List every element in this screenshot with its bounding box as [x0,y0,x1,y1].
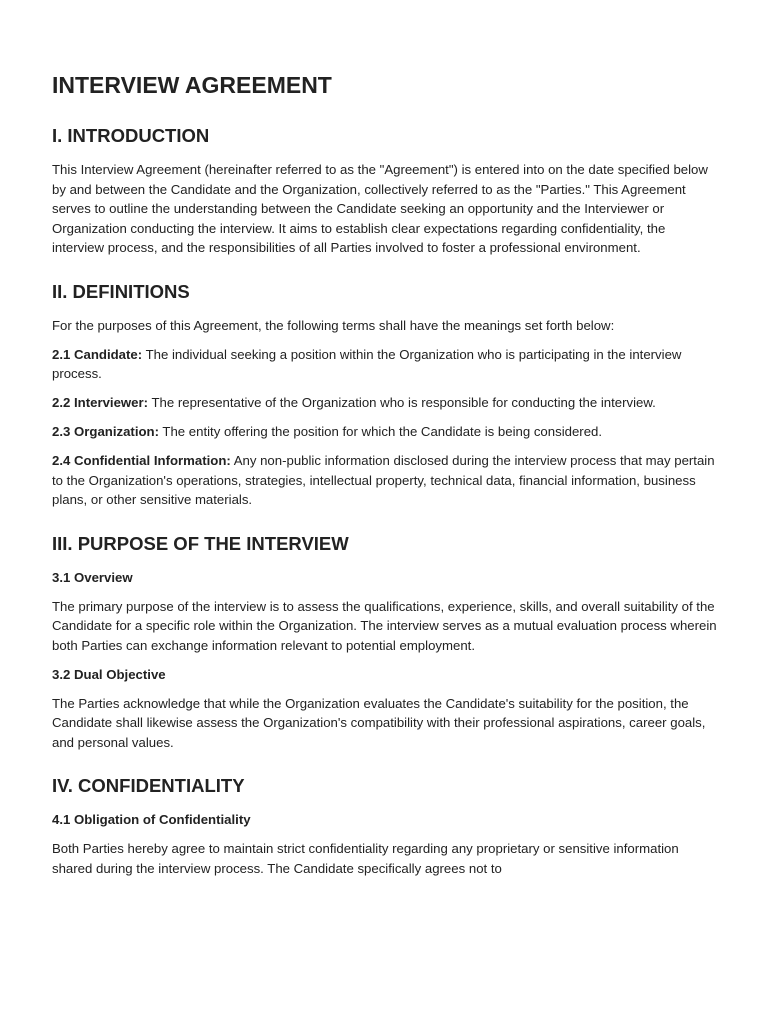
introduction-paragraph: This Interview Agreement (hereinafter referred to as the "Agreement") is entered into on the date specified below by and between the Candidate and the Organization, collectively referred to as the "Parties." This Agreement serves to outline the understanding between the Candidate seeking an opportunity and the Interviewer or Organization conducting the interview. It aims to establish clear expectations regarding confidentiality, the interview process, and the responsibilities of all Parties involved to foster a professional environment. [52,162,708,255]
definition-item-interviewer [52,393,720,413]
document-title: INTERVIEW AGREEMENT [52,72,332,98]
obligation-paragraph: Both Parties hereby agree to maintain strict confidentiality regarding any proprietary or sensitive information shared during the interview process. The Candidate specifically agrees not to [52,841,679,876]
subheading-obligation-of-confidentiality: 4.1 Obligation of Confidentiality [52,812,251,827]
dual-objective-paragraph: The Parties acknowledge that while the Organization evaluates the Candidate's suitability for the position, the Candidate shall likewise assess the Organization's compatibility with their professional aspirations, career goals, and personal values. [52,695,706,750]
overview-paragraph: The primary purpose of the interview is to assess the qualifications, experience, skills, and overall suitability of the Candidate for a specific role within the Organization. The interview serves as a mutual evaluation process wherein both Parties can exchange information relevant to potential employment. [52,598,717,653]
definition-term: 2.3 Organization: [52,424,159,439]
subheading-dual-objective: 3.2 Dual Objective [52,666,166,682]
section-heading-confidentiality: IV. CONFIDENTIALITY [52,775,245,796]
definition-term: 2.1 Candidate: [52,346,143,362]
definition-text: The representative of the Organization who is responsible for conducting the interview. [148,395,656,410]
definition-item-organization [52,422,720,442]
definition-term: 2.2 Interviewer: [52,395,149,410]
section-heading-purpose: III. PURPOSE OF THE INTERVIEW [52,532,349,554]
definition-item-candidate [52,345,720,384]
section-heading-definitions: II. DEFINITIONS [52,280,190,302]
document-page [52,70,720,878]
definition-item-confidential-information [52,451,720,510]
definition-text: Any non-public information disclosed during the interview process that may pertain to the Organization's operations, strategies, intellectual property, technical data, financial information, business plans, or other sensitive materials. [52,453,715,507]
definition-term: 2.4 Confidential Information: [52,453,231,468]
section-heading-introduction: I. INTRODUCTION [52,125,210,146]
definition-text: The entity offering the position for which the Candidate is being considered. [158,424,603,439]
definition-text: The individual seeking a position within the Organization who is participating in the interview process. [52,346,682,381]
definitions-lead-paragraph: For the purposes of this Agreement, the following terms shall have the meanings set forth below: [52,317,615,333]
subheading-overview: 3.1 Overview [52,569,133,585]
